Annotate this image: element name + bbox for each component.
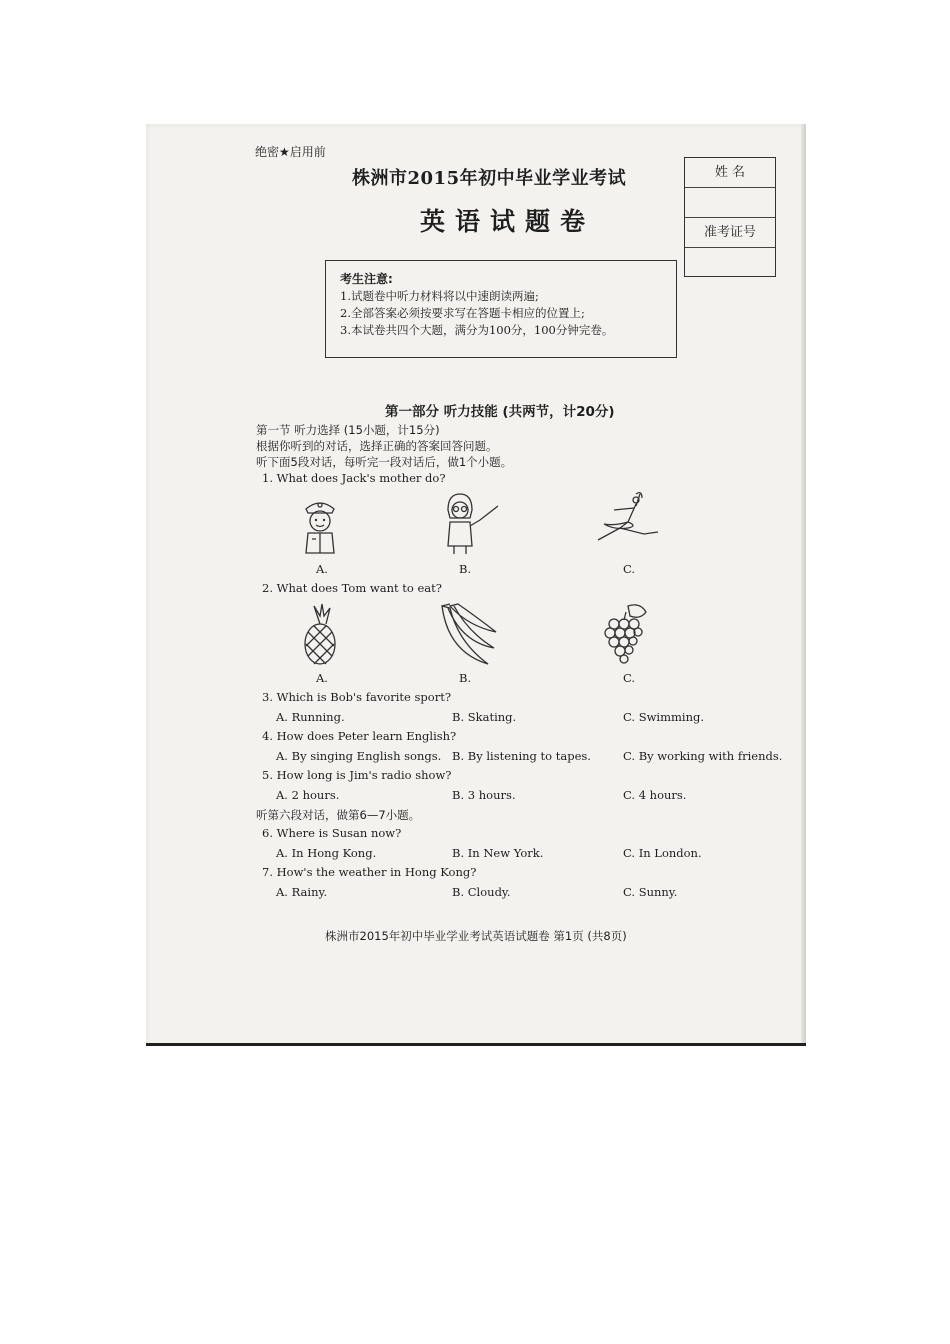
option: B. 3 hours. [452,788,516,802]
grapes-icon [600,602,650,664]
notice-item: 2.全部答案必须按要求写在答题卡相应的位置上; [340,306,585,320]
option: A. Rainy. [276,885,328,899]
id-box [684,157,776,277]
bananas-icon [438,602,500,668]
option: C. [623,671,636,685]
notice-item: 1.试题卷中听力材料将以中速朗读两遍; [340,289,539,303]
option: C. Sunny. [623,885,678,899]
option: A. [316,671,328,685]
question-stem: 1. What does Jack's mother do? [262,471,446,485]
option: A. Running. [276,710,345,724]
police-officer-icon [298,495,342,557]
option: C. In London. [623,846,702,860]
option: A. 2 hours. [276,788,340,802]
dancer-icon [584,488,662,550]
option: A. By singing English songs. [276,749,442,763]
option: A. In Hong Kong. [276,846,377,860]
option: B. In New York. [452,846,544,860]
question-stem: 3. Which is Bob's favorite sport? [262,690,451,704]
section-title: 第一节 听力选择 (15小题，计15分) [256,423,440,437]
group-instruction: 听第六段对话，做第6—7小题。 [256,808,421,822]
page-bottom-edge [146,1043,806,1046]
page-edge [801,124,806,1046]
teacher-icon [440,492,500,556]
pineapple-icon [300,602,340,666]
option: C. 4 hours. [623,788,687,802]
option: B. Cloudy. [452,885,511,899]
question-stem: 6. Where is Susan now? [262,826,402,840]
option: C. [623,562,636,576]
option: B. By listening to tapes. [452,749,591,763]
instruction: 根据你听到的对话，选择正确的答案回答问题。 [256,439,498,453]
page-footer: 株洲市2015年初中毕业学业考试英语试题卷 第1页 (共8页) [325,929,627,943]
question-stem: 4. How does Peter learn English? [262,729,457,743]
exam-title: 株洲市2015年初中毕业学业考试 [352,168,627,189]
notice-heading: 考生注意: [340,272,393,286]
secret-label: 绝密★启用前 [255,145,326,159]
notice-item: 3.本试卷共四个大题，满分为100分，100分钟完卷。 [340,323,614,337]
ticket-field [685,248,775,276]
question-stem: 5. How long is Jim's radio show? [262,768,452,782]
question-stem: 2. What does Tom want to eat? [262,581,442,595]
option: B. Skating. [452,710,517,724]
notice-box [325,260,677,358]
option: C. By working with friends. [623,749,783,763]
option: C. Swimming. [623,710,705,724]
ticket-label: 准考证号 [685,218,775,248]
sub-instruction: 听下面5段对话，每听完一段对话后，做1个小题。 [256,455,513,469]
option: B. [459,562,472,576]
option: B. [459,671,472,685]
name-label: 姓 名 [685,158,775,188]
part-title: 第一部分 听力技能 (共两节，计20分) [385,404,615,420]
paper-title: 英语试题卷 [420,207,596,236]
option: A. [316,562,328,576]
question-stem: 7. How's the weather in Hong Kong? [262,865,477,879]
name-field [685,188,775,218]
